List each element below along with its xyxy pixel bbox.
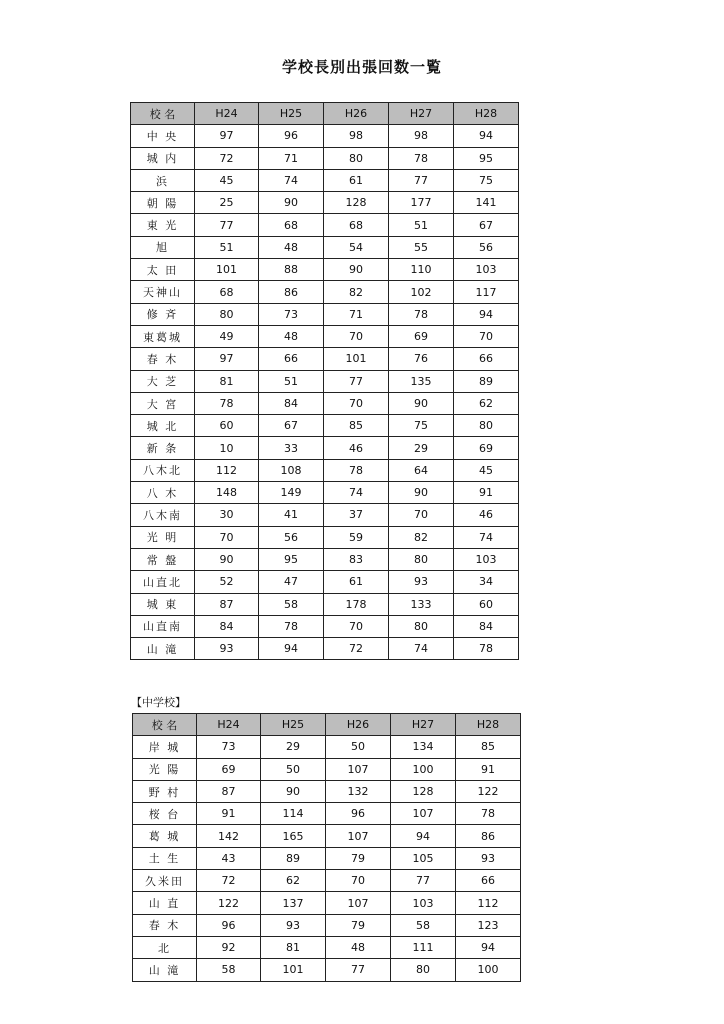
count-cell: 87 [197, 780, 261, 802]
school-name-cell: 常 盤 [131, 548, 195, 570]
count-cell: 177 [389, 192, 454, 214]
count-cell: 34 [454, 571, 519, 593]
count-cell: 66 [259, 348, 324, 370]
count-cell: 83 [324, 548, 389, 570]
count-cell: 62 [454, 392, 519, 414]
count-cell: 72 [324, 638, 389, 660]
table-row [131, 348, 519, 370]
school-name-cell: 東 光 [131, 214, 195, 236]
count-cell: 68 [259, 214, 324, 236]
count-cell: 101 [261, 959, 326, 981]
count-cell: 46 [454, 504, 519, 526]
school-name-cell: 八木南 [131, 504, 195, 526]
count-cell: 33 [259, 437, 324, 459]
middle-school-table [132, 713, 521, 982]
table-row [131, 259, 519, 281]
count-cell: 149 [259, 482, 324, 504]
school-name-cell: 光 明 [131, 526, 195, 548]
school-name-cell: 東葛城 [131, 325, 195, 347]
count-cell: 80 [454, 415, 519, 437]
count-cell: 60 [195, 415, 259, 437]
school-name-cell: 新 条 [131, 437, 195, 459]
count-cell: 70 [454, 325, 519, 347]
count-cell: 105 [391, 847, 456, 869]
count-cell: 77 [391, 870, 456, 892]
count-cell: 100 [391, 758, 456, 780]
count-cell: 97 [195, 125, 259, 147]
table-header-row [133, 714, 521, 736]
count-cell: 61 [324, 571, 389, 593]
table-row [131, 392, 519, 414]
school-name-cell: 桜 台 [133, 803, 197, 825]
count-cell: 122 [197, 892, 261, 914]
table-row [131, 370, 519, 392]
school-name-cell: 城 北 [131, 415, 195, 437]
school-name-cell: 修 斉 [131, 303, 195, 325]
count-cell: 94 [454, 303, 519, 325]
count-cell: 94 [456, 936, 521, 958]
count-cell: 80 [389, 548, 454, 570]
table-row [131, 125, 519, 147]
table-row [131, 459, 519, 481]
table-row [131, 638, 519, 660]
school-name-cell: 大 宮 [131, 392, 195, 414]
table-row [133, 892, 521, 914]
count-cell: 41 [259, 504, 324, 526]
school-name-cell: 山直南 [131, 615, 195, 637]
count-cell: 56 [454, 236, 519, 258]
table-row [133, 959, 521, 981]
count-cell: 74 [454, 526, 519, 548]
count-cell: 75 [454, 169, 519, 191]
count-cell: 37 [324, 504, 389, 526]
count-cell: 67 [454, 214, 519, 236]
count-cell: 78 [195, 392, 259, 414]
count-cell: 94 [454, 125, 519, 147]
count-cell: 58 [391, 914, 456, 936]
table-row [133, 758, 521, 780]
count-cell: 107 [326, 758, 391, 780]
count-cell: 80 [195, 303, 259, 325]
count-cell: 61 [324, 169, 389, 191]
count-cell: 70 [324, 325, 389, 347]
count-cell: 93 [261, 914, 326, 936]
count-cell: 112 [195, 459, 259, 481]
count-cell: 71 [324, 303, 389, 325]
count-cell: 68 [324, 214, 389, 236]
school-name-cell: 山直北 [131, 571, 195, 593]
count-cell: 59 [324, 526, 389, 548]
count-cell: 85 [324, 415, 389, 437]
column-header-year: H26 [324, 103, 389, 125]
count-cell: 52 [195, 571, 259, 593]
count-cell: 69 [454, 437, 519, 459]
count-cell: 101 [324, 348, 389, 370]
table-row [131, 526, 519, 548]
count-cell: 84 [454, 615, 519, 637]
count-cell: 93 [195, 638, 259, 660]
count-cell: 82 [324, 281, 389, 303]
table-row [131, 303, 519, 325]
count-cell: 80 [324, 147, 389, 169]
count-cell: 50 [261, 758, 326, 780]
count-cell: 165 [261, 825, 326, 847]
count-cell: 48 [326, 936, 391, 958]
count-cell: 80 [391, 959, 456, 981]
table-row [131, 192, 519, 214]
count-cell: 70 [324, 392, 389, 414]
count-cell: 69 [389, 325, 454, 347]
count-cell: 98 [324, 125, 389, 147]
count-cell: 67 [259, 415, 324, 437]
school-name-cell: 八 木 [131, 482, 195, 504]
count-cell: 111 [391, 936, 456, 958]
column-header-year: H27 [389, 103, 454, 125]
count-cell: 88 [259, 259, 324, 281]
count-cell: 71 [259, 147, 324, 169]
column-header-year: H24 [197, 714, 261, 736]
school-name-cell: 葛 城 [133, 825, 197, 847]
count-cell: 70 [326, 870, 391, 892]
column-header-school-name: 校 名 [131, 103, 195, 125]
table-row [131, 415, 519, 437]
school-name-cell: 春 木 [133, 914, 197, 936]
school-name-cell: 山 滝 [133, 959, 197, 981]
count-cell: 141 [454, 192, 519, 214]
count-cell: 91 [454, 482, 519, 504]
count-cell: 78 [389, 303, 454, 325]
column-header-year: H28 [454, 103, 519, 125]
count-cell: 81 [195, 370, 259, 392]
high-school-table [130, 102, 519, 660]
count-cell: 60 [454, 593, 519, 615]
count-cell: 112 [456, 892, 521, 914]
count-cell: 108 [259, 459, 324, 481]
count-cell: 96 [326, 803, 391, 825]
count-cell: 64 [389, 459, 454, 481]
count-cell: 74 [324, 482, 389, 504]
school-name-cell: 城 内 [131, 147, 195, 169]
count-cell: 49 [195, 325, 259, 347]
count-cell: 90 [389, 482, 454, 504]
count-cell: 48 [259, 236, 324, 258]
count-cell: 97 [195, 348, 259, 370]
school-name-cell: 浜 [131, 169, 195, 191]
count-cell: 84 [259, 392, 324, 414]
school-name-cell: 城 東 [131, 593, 195, 615]
count-cell: 74 [389, 638, 454, 660]
count-cell: 50 [326, 736, 391, 758]
count-cell: 90 [389, 392, 454, 414]
count-cell: 68 [195, 281, 259, 303]
school-name-cell: 山 滝 [131, 638, 195, 660]
count-cell: 89 [261, 847, 326, 869]
count-cell: 101 [195, 259, 259, 281]
count-cell: 133 [389, 593, 454, 615]
count-cell: 107 [391, 803, 456, 825]
count-cell: 90 [259, 192, 324, 214]
table-row [133, 870, 521, 892]
count-cell: 117 [454, 281, 519, 303]
school-name-cell: 山 直 [133, 892, 197, 914]
table-row [131, 615, 519, 637]
column-header-year: H28 [456, 714, 521, 736]
count-cell: 69 [197, 758, 261, 780]
table-row [131, 593, 519, 615]
school-name-cell: 旭 [131, 236, 195, 258]
column-header-year: H26 [326, 714, 391, 736]
count-cell: 76 [389, 348, 454, 370]
count-cell: 75 [389, 415, 454, 437]
school-name-cell: 北 [133, 936, 197, 958]
school-name-cell: 久米田 [133, 870, 197, 892]
table-row [131, 147, 519, 169]
table-header-row [131, 103, 519, 125]
count-cell: 45 [195, 169, 259, 191]
count-cell: 107 [326, 825, 391, 847]
table-row [131, 482, 519, 504]
count-cell: 128 [391, 780, 456, 802]
count-cell: 72 [197, 870, 261, 892]
count-cell: 66 [454, 348, 519, 370]
table-row [131, 504, 519, 526]
count-cell: 66 [456, 870, 521, 892]
count-cell: 80 [389, 615, 454, 637]
count-cell: 128 [324, 192, 389, 214]
count-cell: 122 [456, 780, 521, 802]
count-cell: 48 [259, 325, 324, 347]
count-cell: 58 [259, 593, 324, 615]
count-cell: 100 [456, 959, 521, 981]
count-cell: 86 [259, 281, 324, 303]
table-row [133, 936, 521, 958]
page-title: 学校長別出張回数一覧 [281, 58, 442, 76]
count-cell: 132 [326, 780, 391, 802]
table-row [133, 847, 521, 869]
count-cell: 46 [324, 437, 389, 459]
count-cell: 137 [261, 892, 326, 914]
school-name-cell: 天神山 [131, 281, 195, 303]
count-cell: 82 [389, 526, 454, 548]
count-cell: 25 [195, 192, 259, 214]
count-cell: 107 [326, 892, 391, 914]
school-name-cell: 野 村 [133, 780, 197, 802]
count-cell: 29 [261, 736, 326, 758]
count-cell: 29 [389, 437, 454, 459]
count-cell: 58 [197, 959, 261, 981]
count-cell: 123 [456, 914, 521, 936]
count-cell: 102 [389, 281, 454, 303]
middle-school-section-label: 【中学校】 [131, 696, 186, 709]
count-cell: 73 [259, 303, 324, 325]
count-cell: 95 [259, 548, 324, 570]
column-header-school-name: 校 名 [133, 714, 197, 736]
count-cell: 56 [259, 526, 324, 548]
school-name-cell: 朝 陽 [131, 192, 195, 214]
count-cell: 103 [454, 548, 519, 570]
count-cell: 79 [326, 914, 391, 936]
table-row [133, 914, 521, 936]
count-cell: 51 [259, 370, 324, 392]
count-cell: 70 [324, 615, 389, 637]
count-cell: 178 [324, 593, 389, 615]
school-name-cell: 大 芝 [131, 370, 195, 392]
count-cell: 134 [391, 736, 456, 758]
count-cell: 62 [261, 870, 326, 892]
count-cell: 96 [259, 125, 324, 147]
school-name-cell: 八木北 [131, 459, 195, 481]
school-name-cell: 太 田 [131, 259, 195, 281]
count-cell: 93 [389, 571, 454, 593]
count-cell: 91 [197, 803, 261, 825]
count-cell: 89 [454, 370, 519, 392]
count-cell: 114 [261, 803, 326, 825]
count-cell: 78 [454, 638, 519, 660]
count-cell: 90 [324, 259, 389, 281]
count-cell: 72 [195, 147, 259, 169]
school-name-cell: 岸 城 [133, 736, 197, 758]
table-row [131, 281, 519, 303]
count-cell: 96 [197, 914, 261, 936]
table-row [133, 780, 521, 802]
count-cell: 90 [195, 548, 259, 570]
table-row [131, 214, 519, 236]
count-cell: 91 [456, 758, 521, 780]
count-cell: 77 [389, 169, 454, 191]
table-row [131, 236, 519, 258]
column-header-year: H25 [261, 714, 326, 736]
count-cell: 73 [197, 736, 261, 758]
count-cell: 87 [195, 593, 259, 615]
school-name-cell: 土 生 [133, 847, 197, 869]
count-cell: 94 [259, 638, 324, 660]
count-cell: 47 [259, 571, 324, 593]
count-cell: 142 [197, 825, 261, 847]
count-cell: 77 [326, 959, 391, 981]
count-cell: 30 [195, 504, 259, 526]
school-name-cell: 中 央 [131, 125, 195, 147]
count-cell: 74 [259, 169, 324, 191]
table-row [131, 437, 519, 459]
count-cell: 70 [389, 504, 454, 526]
count-cell: 135 [389, 370, 454, 392]
count-cell: 51 [389, 214, 454, 236]
count-cell: 79 [326, 847, 391, 869]
count-cell: 70 [195, 526, 259, 548]
count-cell: 92 [197, 936, 261, 958]
school-name-cell: 春 木 [131, 348, 195, 370]
count-cell: 84 [195, 615, 259, 637]
count-cell: 55 [389, 236, 454, 258]
count-cell: 86 [456, 825, 521, 847]
count-cell: 103 [454, 259, 519, 281]
table-row [133, 736, 521, 758]
count-cell: 78 [456, 803, 521, 825]
count-cell: 90 [261, 780, 326, 802]
count-cell: 81 [261, 936, 326, 958]
count-cell: 103 [391, 892, 456, 914]
count-cell: 54 [324, 236, 389, 258]
column-header-year: H24 [195, 103, 259, 125]
count-cell: 78 [389, 147, 454, 169]
count-cell: 85 [456, 736, 521, 758]
count-cell: 98 [389, 125, 454, 147]
table-row [131, 169, 519, 191]
count-cell: 77 [195, 214, 259, 236]
count-cell: 93 [456, 847, 521, 869]
count-cell: 148 [195, 482, 259, 504]
count-cell: 51 [195, 236, 259, 258]
table-row [131, 571, 519, 593]
count-cell: 110 [389, 259, 454, 281]
count-cell: 94 [391, 825, 456, 847]
count-cell: 78 [259, 615, 324, 637]
count-cell: 10 [195, 437, 259, 459]
count-cell: 77 [324, 370, 389, 392]
count-cell: 95 [454, 147, 519, 169]
table-row [131, 325, 519, 347]
column-header-year: H27 [391, 714, 456, 736]
table-row [133, 803, 521, 825]
count-cell: 78 [324, 459, 389, 481]
school-name-cell: 光 陽 [133, 758, 197, 780]
column-header-year: H25 [259, 103, 324, 125]
table-row [131, 548, 519, 570]
table-row [133, 825, 521, 847]
count-cell: 43 [197, 847, 261, 869]
count-cell: 45 [454, 459, 519, 481]
